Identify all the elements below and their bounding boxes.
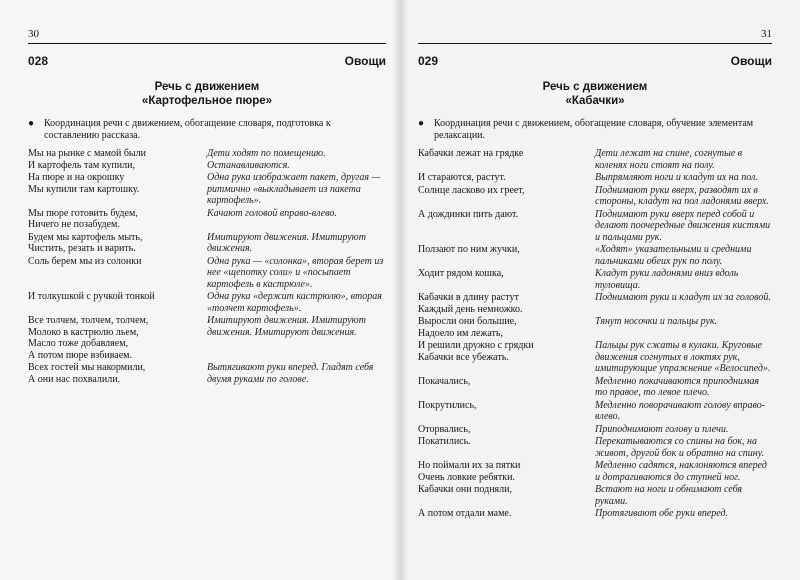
verse-row	[418, 484, 772, 507]
verse-row	[28, 208, 386, 231]
verse-row	[418, 148, 772, 171]
exercise-title	[418, 80, 772, 108]
exercise-category: Овощи	[730, 54, 772, 68]
verse-row	[28, 291, 386, 314]
verse-text: Кабачки в длину растут Каждый день немножко.	[418, 292, 523, 315]
verse-text: И стараются, растут.	[418, 172, 506, 183]
title-line-2: «Картофельное пюре»	[141, 95, 273, 107]
verse-text: А потом отдали маме.	[418, 508, 512, 519]
page-number: 30	[28, 28, 39, 40]
verse-text: Солнце ласково их греет,	[418, 184, 525, 196]
verse-text: На пюре и на окрошку Мы купили там картошку.	[28, 172, 140, 195]
verse-row	[418, 400, 772, 423]
verse-text: Но поймали их за пятки Очень ловкие ребятки.	[418, 460, 521, 483]
verse-text: И решили дружно с грядки Кабачки все убежать.	[418, 340, 534, 363]
verse-text: Ходит рядом кошка,	[418, 268, 504, 279]
movement-text: Протягивают обе руки вперед.	[595, 508, 729, 519]
verse-table	[28, 148, 386, 385]
movement-text: Вытягивают руки вперед. Гладят себя двумя руками по голове.	[207, 362, 374, 385]
movement-text: Поднимают руки вверх, разводят их в стороны, кладут на пол ладонями вверх.	[595, 184, 769, 207]
verse-row	[418, 376, 772, 399]
header-rule	[418, 43, 772, 44]
verse-row	[418, 172, 772, 184]
movement-text: Поднимают руки вверх перед собой и делают поочередные движения кистями и пальцами рук.	[595, 208, 771, 243]
movement-text: Кладут руки ладонями вниз вдоль туловища.	[595, 268, 739, 291]
movement-text: Имитируют движения. Имитируют движения.	[207, 231, 366, 254]
exercise-code: 029	[418, 54, 439, 68]
goal-text: Координация речи с движением, обогащение словаря, обучение элементам релаксации.	[434, 118, 754, 141]
bullet-icon: ●	[418, 118, 425, 129]
exercise-goal	[28, 118, 386, 142]
title-line-1: Речь с движением	[154, 81, 260, 93]
movement-text: Приподнимают голову и плечи.	[595, 423, 729, 435]
bullet-icon: ●	[28, 118, 35, 129]
exercise-code: 028	[28, 54, 49, 68]
movement-text: Пальцы рук сжаты в кулаки. Круговые движения согнутых в локтях рук, имитирующие упражнение «Велосипед».	[595, 340, 771, 374]
verse-row	[28, 256, 386, 291]
verse-row	[418, 244, 772, 267]
right-page	[400, 0, 800, 580]
verse-row	[28, 148, 386, 171]
verse-text: Оторвались,	[418, 423, 471, 435]
movement-text: Имитируют движения. Имитируют движения. Имитируют движения.	[207, 315, 366, 338]
goal-text: Координация речи с движением, обогащение словаря, подготовка к составлению рассказа.	[44, 118, 331, 141]
verse-text: Выросли они большие, Надоело им лежать,	[418, 316, 517, 339]
verse-row	[418, 436, 772, 459]
movement-text: Медленно садятся, наклоняются вперед и дотрагиваются до ступней ног.	[595, 460, 767, 483]
movement-text: Выпрямляют ноги и кладут их на пол.	[595, 172, 758, 183]
verse-row	[418, 508, 772, 520]
page-number: 31	[761, 28, 772, 40]
header-rule	[28, 43, 386, 44]
verse-row	[418, 268, 772, 291]
movement-text: Поднимают руки и кладут их за головой.	[595, 292, 771, 303]
movement-text: Перекатываются со спины на бок, на живот, другой бок и обратно на спину.	[595, 436, 765, 459]
verse-row	[418, 340, 772, 375]
verse-text: Покрутились,	[418, 399, 477, 411]
verse-text: И толкушкой с ручкой тонкой	[28, 291, 155, 302]
movement-text: Тянут носочки и пальцы рук.	[595, 316, 718, 327]
verse-row	[418, 209, 772, 244]
book-gutter-shadow	[392, 0, 408, 580]
verse-text: Кабачки они подняли,	[418, 484, 512, 495]
verse-row	[418, 292, 772, 315]
movement-text: Дети лежат на спине, согнутые в коленях ноги стоят на полу.	[595, 148, 743, 171]
verse-text: Покатились.	[418, 436, 471, 447]
movement-text: Одна рука «держит кастрюлю», вторая «толчет картофель».	[207, 291, 382, 314]
verse-table	[418, 148, 772, 520]
exercise-title	[28, 80, 386, 108]
verse-text: Все толчем, толчем, толчем, Молоко в кастрюлю льем, Масло тоже добавляем, А потом пюре взбиваем.	[28, 315, 149, 361]
verse-text: Ползают по ним жучки,	[418, 244, 520, 255]
movement-text: Одна рука — «солонка», вторая берет из нее «щепотку соли» и «посыпает картофель в кастрюле».	[207, 255, 384, 290]
movement-text: Дети ходят по помещению. Останавливаются.	[207, 148, 326, 171]
verse-text: Мы пюре готовить будем, Ничего не позабудем.	[28, 207, 138, 230]
verse-text: Всех гостей мы накормили, А они нас похвалили.	[28, 362, 146, 385]
verse-text: Покачались,	[418, 375, 471, 387]
verse-row	[28, 315, 386, 361]
movement-text: Медленно покачиваются приподнимая то правое, то левое плечо.	[595, 375, 760, 398]
title-line-2: «Кабачки»	[565, 95, 625, 107]
movement-text: Качают головой вправо-влево.	[207, 207, 337, 219]
verse-text: Кабачки лежат на грядке	[418, 148, 524, 159]
verse-row	[418, 316, 772, 339]
verse-text: А дождинки пить дают.	[418, 208, 519, 220]
verse-text: Соль берем мы из солонки	[28, 255, 142, 267]
verse-text: Мы на рынке с мамой были И картофель там купили,	[28, 148, 146, 171]
exercise-header	[28, 54, 386, 68]
exercise-header	[418, 54, 772, 68]
movement-text: «Ходят» указательными и средними пальчиками обеих рук по полу.	[595, 244, 752, 267]
verse-row	[28, 232, 386, 255]
verse-row	[418, 185, 772, 208]
verse-row	[418, 424, 772, 436]
title-line-1: Речь с движением	[542, 81, 648, 93]
movement-text: Одна рука изображает пакет, другая — ритмично «выкладывает из пакета картофель».	[207, 172, 381, 206]
verse-row	[418, 460, 772, 483]
movement-text: Медленно поворачивают голову вправо-влево.	[595, 399, 766, 422]
movement-text: Встают на ноги и обнимают себя руками.	[595, 484, 743, 507]
verse-row	[28, 362, 386, 385]
verse-row	[28, 172, 386, 207]
verse-text: Будем мы картофель мыть, Чистить, резать и варить.	[28, 231, 143, 254]
exercise-goal	[418, 118, 772, 142]
exercise-category: Овощи	[344, 54, 386, 68]
